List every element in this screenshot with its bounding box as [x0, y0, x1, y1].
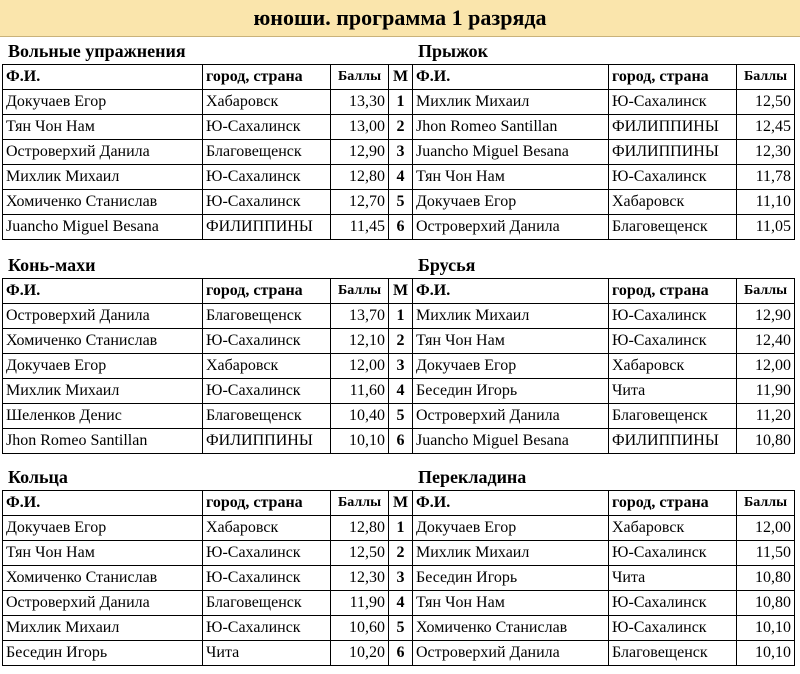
athlete-score: 11,10 [737, 190, 795, 215]
athlete-name: Тян Чон Нам [413, 329, 609, 354]
table-row [413, 215, 795, 240]
table-row [413, 304, 795, 329]
col-header-place: М [389, 65, 413, 90]
table-row [3, 566, 413, 591]
athlete-name: Михлик Михаил [3, 616, 203, 641]
athlete-score: 12,50 [331, 541, 389, 566]
athlete-score: 12,50 [737, 90, 795, 115]
athlete-city: Чита [609, 566, 737, 591]
event-block-rings [2, 464, 413, 666]
results-table [2, 490, 413, 666]
athlete-name: Хомиченко Станислав [3, 190, 203, 215]
athlete-score: 13,00 [331, 115, 389, 140]
table-row [3, 541, 413, 566]
athlete-city: ФИЛИППИНЫ [609, 115, 737, 140]
table-row [3, 90, 413, 115]
athlete-score: 10,40 [331, 404, 389, 429]
athlete-city: Хабаровск [609, 354, 737, 379]
athlete-score: 12,45 [737, 115, 795, 140]
athlete-name: Островерхий Данила [413, 641, 609, 666]
athlete-city: Ю-Сахалинск [203, 165, 331, 190]
col-header-score: Баллы [331, 279, 389, 304]
table-row [3, 616, 413, 641]
table-row [3, 165, 413, 190]
table-row [413, 404, 795, 429]
athlete-score: 11,78 [737, 165, 795, 190]
col-header-city: город, страна [203, 65, 331, 90]
col-header-city: город, страна [609, 491, 737, 516]
athlete-place: 4 [389, 591, 413, 616]
athlete-name: Jhon Romeo Santillan [3, 429, 203, 454]
athlete-place: 3 [389, 566, 413, 591]
athlete-name: Докучаев Егор [413, 516, 609, 541]
athlete-score: 12,90 [737, 304, 795, 329]
table-header-row [3, 65, 413, 90]
athlete-name: Островерхий Данила [413, 404, 609, 429]
athlete-place: 5 [389, 190, 413, 215]
col-header-place: М [389, 279, 413, 304]
page-title: юноши. программа 1 разряда [0, 0, 800, 37]
table-row [3, 641, 413, 666]
athlete-city: Ю-Сахалинск [203, 329, 331, 354]
col-header-score: Баллы [737, 491, 795, 516]
athlete-name: Хомиченко Станислав [3, 566, 203, 591]
athlete-place: 2 [389, 329, 413, 354]
athlete-score: 11,90 [331, 591, 389, 616]
athlete-city: Благовещенск [203, 591, 331, 616]
athlete-score: 10,80 [737, 429, 795, 454]
event-title: Кольца [8, 467, 68, 487]
event-block-parallel-bars [412, 252, 795, 454]
col-header-name: Ф.И. [3, 491, 203, 516]
athlete-city: Чита [609, 379, 737, 404]
athlete-name: Докучаев Егор [413, 354, 609, 379]
athlete-score: 10,80 [737, 591, 795, 616]
athlete-city: Хабаровск [203, 516, 331, 541]
athlete-score: 10,10 [737, 641, 795, 666]
col-header-score: Баллы [737, 65, 795, 90]
athlete-name: Тян Чон Нам [413, 165, 609, 190]
table-row [3, 516, 413, 541]
athlete-place: 1 [389, 90, 413, 115]
athlete-city: Ю-Сахалинск [203, 115, 331, 140]
athlete-city: Хабаровск [609, 516, 737, 541]
event-block-high-bar [412, 464, 795, 666]
athlete-name: Островерхий Данила [3, 304, 203, 329]
athlete-score: 12,30 [737, 140, 795, 165]
athlete-name: Михлик Михаил [413, 541, 609, 566]
athlete-city: Ю-Сахалинск [203, 190, 331, 215]
event-block-vault [412, 38, 795, 240]
athlete-name: Островерхий Данила [3, 591, 203, 616]
athlete-city: Ю-Сахалинск [609, 616, 737, 641]
athlete-score: 12,70 [331, 190, 389, 215]
athlete-score: 10,60 [331, 616, 389, 641]
table-row [3, 329, 413, 354]
event-title: Прыжок [418, 41, 489, 61]
athlete-city: Благовещенск [609, 641, 737, 666]
athlete-place: 3 [389, 354, 413, 379]
table-row [413, 566, 795, 591]
athlete-score: 12,10 [331, 329, 389, 354]
athlete-place: 4 [389, 379, 413, 404]
athlete-score: 11,60 [331, 379, 389, 404]
athlete-score: 13,70 [331, 304, 389, 329]
table-row [413, 616, 795, 641]
athlete-city: Ю-Сахалинск [609, 329, 737, 354]
athlete-score: 11,45 [331, 215, 389, 240]
athlete-name: Беседин Игорь [413, 379, 609, 404]
athlete-score: 11,05 [737, 215, 795, 240]
athlete-city: Ю-Сахалинск [609, 541, 737, 566]
athlete-name: Беседин Игорь [413, 566, 609, 591]
table-row [413, 516, 795, 541]
athlete-name: Тян Чон Нам [3, 115, 203, 140]
athlete-city: Ю-Сахалинск [609, 304, 737, 329]
table-row [3, 140, 413, 165]
athlete-place: 2 [389, 541, 413, 566]
athlete-name: Докучаев Егор [3, 516, 203, 541]
col-header-place: М [389, 491, 413, 516]
col-header-score: Баллы [737, 279, 795, 304]
athlete-name: Островерхий Данила [3, 140, 203, 165]
table-row [3, 429, 413, 454]
table-row [3, 190, 413, 215]
athlete-name: Jhon Romeo Santillan [413, 115, 609, 140]
table-row [413, 90, 795, 115]
table-row [413, 354, 795, 379]
results-table [2, 278, 413, 454]
results-table [412, 490, 795, 666]
athlete-place: 6 [389, 641, 413, 666]
athlete-place: 1 [389, 516, 413, 541]
col-header-city: город, страна [609, 279, 737, 304]
athlete-place: 1 [389, 304, 413, 329]
table-row [3, 354, 413, 379]
athlete-city: Хабаровск [609, 190, 737, 215]
table-row [3, 379, 413, 404]
col-header-name: Ф.И. [413, 491, 609, 516]
athlete-city: Ю-Сахалинск [609, 165, 737, 190]
athlete-score: 12,80 [331, 516, 389, 541]
athlete-city: Благовещенск [203, 404, 331, 429]
athlete-name: Хомиченко Станислав [3, 329, 203, 354]
table-row [3, 591, 413, 616]
athlete-name: Шеленков Денис [3, 404, 203, 429]
table-row [3, 215, 413, 240]
athlete-score: 12,00 [331, 354, 389, 379]
athlete-name: Михлик Михаил [413, 90, 609, 115]
athlete-city: Благовещенск [203, 304, 331, 329]
athlete-score: 10,10 [331, 429, 389, 454]
results-table [2, 64, 413, 240]
athlete-city: Ю-Сахалинск [203, 566, 331, 591]
table-row [413, 140, 795, 165]
athlete-place: 6 [389, 215, 413, 240]
event-block-pommel [2, 252, 413, 454]
col-header-name: Ф.И. [413, 65, 609, 90]
athlete-city: Хабаровск [203, 354, 331, 379]
athlete-score: 11,90 [737, 379, 795, 404]
athlete-score: 10,20 [331, 641, 389, 666]
athlete-name: Juancho Miguel Besana [413, 429, 609, 454]
event-title: Брусья [418, 255, 476, 275]
athlete-city: Благовещенск [609, 215, 737, 240]
athlete-score: 12,40 [737, 329, 795, 354]
athlete-place: 2 [389, 115, 413, 140]
athlete-score: 12,80 [331, 165, 389, 190]
athlete-city: Хабаровск [203, 90, 331, 115]
event-title: Перекладина [418, 467, 527, 487]
athlete-name: Островерхий Данила [413, 215, 609, 240]
athlete-place: 5 [389, 404, 413, 429]
col-header-city: город, страна [203, 279, 331, 304]
athlete-city: Благовещенск [609, 404, 737, 429]
athlete-score: 12,30 [331, 566, 389, 591]
table-row [413, 115, 795, 140]
col-header-name: Ф.И. [3, 65, 203, 90]
athlete-name: Тян Чон Нам [413, 591, 609, 616]
col-header-score: Баллы [331, 65, 389, 90]
table-header-row [3, 279, 413, 304]
athlete-name: Хомиченко Станислав [413, 616, 609, 641]
athlete-city: ФИЛИППИНЫ [203, 429, 331, 454]
athlete-place: 4 [389, 165, 413, 190]
athlete-place: 5 [389, 616, 413, 641]
col-header-city: город, страна [203, 491, 331, 516]
athlete-name: Juancho Miguel Besana [413, 140, 609, 165]
event-block-floor [2, 38, 413, 240]
table-header-row [413, 65, 795, 90]
event-title: Вольные упражнения [8, 41, 186, 61]
athlete-city: Ю-Сахалинск [609, 90, 737, 115]
table-header-row [413, 491, 795, 516]
athlete-score: 12,00 [737, 354, 795, 379]
athlete-city: Ю-Сахалинск [203, 616, 331, 641]
athlete-city: Ю-Сахалинск [609, 591, 737, 616]
table-header-row [413, 279, 795, 304]
athlete-city: Ю-Сахалинск [203, 541, 331, 566]
athlete-name: Докучаев Егор [413, 190, 609, 215]
athlete-city: Благовещенск [203, 140, 331, 165]
table-row [413, 591, 795, 616]
athlete-city: ФИЛИППИНЫ [203, 215, 331, 240]
athlete-name: Михлик Михаил [3, 165, 203, 190]
table-row [413, 190, 795, 215]
athlete-score: 13,30 [331, 90, 389, 115]
athlete-score: 12,90 [331, 140, 389, 165]
athlete-place: 3 [389, 140, 413, 165]
athlete-score: 11,50 [737, 541, 795, 566]
event-title: Конь-махи [8, 255, 96, 275]
athlete-name: Докучаев Егор [3, 354, 203, 379]
table-row [413, 429, 795, 454]
table-row [413, 329, 795, 354]
athlete-score: 10,80 [737, 566, 795, 591]
athlete-name: Михлик Михаил [3, 379, 203, 404]
athlete-place: 6 [389, 429, 413, 454]
athlete-name: Докучаев Егор [3, 90, 203, 115]
results-table [412, 64, 795, 240]
table-row [413, 541, 795, 566]
table-row [3, 304, 413, 329]
athlete-score: 11,20 [737, 404, 795, 429]
athlete-city: Ю-Сахалинск [203, 379, 331, 404]
athlete-name: Михлик Михаил [413, 304, 609, 329]
table-row [3, 115, 413, 140]
col-header-name: Ф.И. [3, 279, 203, 304]
athlete-name: Беседин Игорь [3, 641, 203, 666]
table-row [413, 165, 795, 190]
athlete-city: Чита [203, 641, 331, 666]
athlete-city: ФИЛИППИНЫ [609, 140, 737, 165]
results-table [412, 278, 795, 454]
table-row [413, 641, 795, 666]
col-header-name: Ф.И. [413, 279, 609, 304]
athlete-city: ФИЛИППИНЫ [609, 429, 737, 454]
table-header-row [3, 491, 413, 516]
col-header-score: Баллы [331, 491, 389, 516]
athlete-name: Juancho Miguel Besana [3, 215, 203, 240]
table-row [413, 379, 795, 404]
athlete-score: 12,00 [737, 516, 795, 541]
table-row [3, 404, 413, 429]
athlete-name: Тян Чон Нам [3, 541, 203, 566]
athlete-score: 10,10 [737, 616, 795, 641]
col-header-city: город, страна [609, 65, 737, 90]
